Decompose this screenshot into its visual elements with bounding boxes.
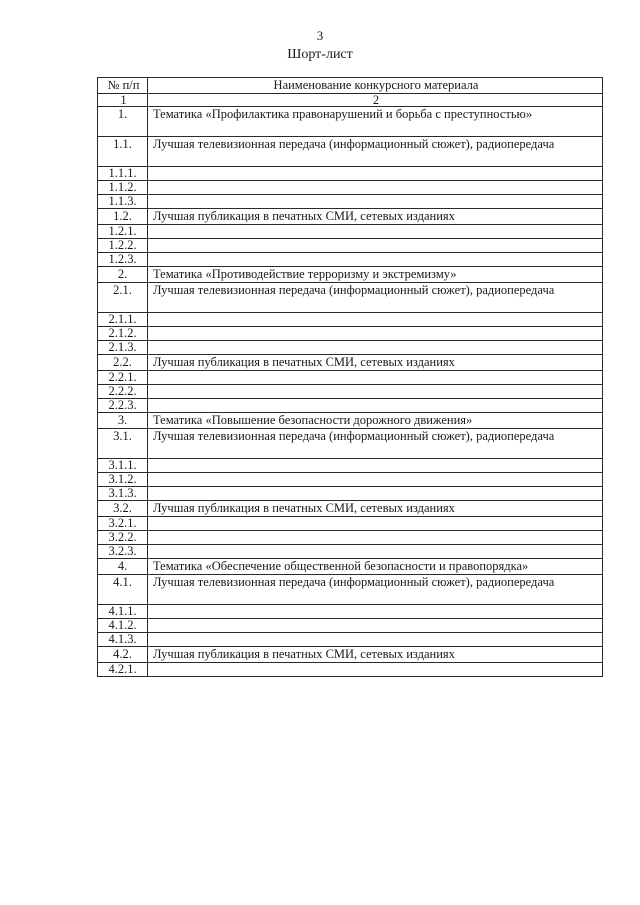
table-row (98, 313, 603, 327)
header-row (98, 78, 603, 94)
row-number: 3.2.1. (98, 517, 148, 531)
row-number: 2.2.2. (98, 385, 148, 399)
table-row (98, 633, 603, 647)
row-material-name-empty (148, 225, 603, 239)
table-row (98, 137, 603, 167)
header-number: № п/п (98, 78, 148, 94)
table-row (98, 429, 603, 459)
row-material-name-empty (148, 663, 603, 677)
row-material-name-empty (148, 633, 603, 647)
row-number: 4.1.1. (98, 605, 148, 619)
row-material-name-empty (148, 313, 603, 327)
row-number: 3.1.3. (98, 487, 148, 501)
row-number: 3.2. (98, 501, 148, 517)
row-material-name-empty (148, 371, 603, 385)
table-row (98, 545, 603, 559)
row-material-name: Лучшая публикация в печатных СМИ, сетевых изданиях (148, 501, 603, 517)
table-row (98, 167, 603, 181)
table-row (98, 371, 603, 385)
row-material-name-empty (148, 619, 603, 633)
row-material-name: Лучшая публикация в печатных СМИ, сетевых изданиях (148, 647, 603, 663)
row-material-name: Лучшая публикация в печатных СМИ, сетевых изданиях (148, 355, 603, 371)
row-material-name-empty (148, 195, 603, 209)
row-number: 4.1.3. (98, 633, 148, 647)
row-number: 4.2. (98, 647, 148, 663)
row-number: 2.1.3. (98, 341, 148, 355)
row-material-name-empty (148, 399, 603, 413)
row-material-name-empty (148, 327, 603, 341)
row-material-name: Тематика «Противодействие терроризму и экстремизму» (148, 267, 603, 283)
row-number: 4.2.1. (98, 663, 148, 677)
row-number: 3. (98, 413, 148, 429)
column-index-2: 2 (148, 94, 603, 107)
row-material-name-empty (148, 239, 603, 253)
table-row (98, 473, 603, 487)
table-row (98, 225, 603, 239)
table-row (98, 559, 603, 575)
table-row (98, 399, 603, 413)
table-row (98, 501, 603, 517)
row-number: 2.2. (98, 355, 148, 371)
row-material-name-empty (148, 531, 603, 545)
table-row (98, 413, 603, 429)
table-row (98, 341, 603, 355)
table-row (98, 253, 603, 267)
row-material-name-empty (148, 253, 603, 267)
row-material-name-empty (148, 167, 603, 181)
row-number: 1.1.1. (98, 167, 148, 181)
row-material-name: Лучшая публикация в печатных СМИ, сетевых изданиях (148, 209, 603, 225)
table-row (98, 531, 603, 545)
row-material-name: Тематика «Повышение безопасности дорожного движения» (148, 413, 603, 429)
row-number: 4.1. (98, 575, 148, 605)
table-row (98, 181, 603, 195)
column-index-1: 1 (98, 94, 148, 107)
row-material-name-empty (148, 517, 603, 531)
row-number: 4.1.2. (98, 619, 148, 633)
row-number: 4. (98, 559, 148, 575)
row-material-name-empty (148, 459, 603, 473)
table-row (98, 239, 603, 253)
table-row (98, 619, 603, 633)
row-number: 3.2.3. (98, 545, 148, 559)
row-number: 1.1.3. (98, 195, 148, 209)
row-number: 1.2.3. (98, 253, 148, 267)
table-row (98, 517, 603, 531)
row-number: 1.1. (98, 137, 148, 167)
row-material-name: Лучшая телевизионная передача (информационный сюжет), радиопередача (148, 575, 603, 605)
document-title: Шорт-лист (287, 47, 353, 62)
row-number: 1.2. (98, 209, 148, 225)
row-number: 1.1.2. (98, 181, 148, 195)
table-row (98, 663, 603, 677)
row-material-name-empty (148, 341, 603, 355)
row-material-name-empty (148, 385, 603, 399)
table-row (98, 283, 603, 313)
row-number: 1.2.2. (98, 239, 148, 253)
table-row (98, 327, 603, 341)
table-row (98, 605, 603, 619)
table-row (98, 459, 603, 473)
shortlist-table (97, 77, 603, 677)
header-material-name: Наименование конкурсного материала (148, 78, 603, 94)
table-row (98, 355, 603, 371)
row-number: 3.1. (98, 429, 148, 459)
row-material-name: Лучшая телевизионная передача (информационный сюжет), радиопередача (148, 283, 603, 313)
row-material-name-empty (148, 605, 603, 619)
table-row (98, 647, 603, 663)
table-row (98, 107, 603, 137)
row-material-name-empty (148, 545, 603, 559)
row-number: 2.1. (98, 283, 148, 313)
table-row (98, 195, 603, 209)
row-material-name: Лучшая телевизионная передача (информационный сюжет), радиопередача (148, 137, 603, 167)
row-number: 2. (98, 267, 148, 283)
row-material-name: Тематика «Обеспечение общественной безопасности и правопорядка» (148, 559, 603, 575)
row-number: 3.1.2. (98, 473, 148, 487)
column-index-row (98, 94, 603, 107)
row-number: 1. (98, 107, 148, 137)
table-body (98, 107, 603, 677)
row-number: 2.2.1. (98, 371, 148, 385)
row-material-name-empty (148, 487, 603, 501)
table-row (98, 385, 603, 399)
row-number: 3.1.1. (98, 459, 148, 473)
page-number: 3 (316, 28, 324, 43)
row-material-name: Тематика «Профилактика правонарушений и борьба с преступностью» (148, 107, 603, 137)
table-row (98, 487, 603, 501)
row-material-name-empty (148, 473, 603, 487)
row-number: 1.2.1. (98, 225, 148, 239)
row-number: 3.2.2. (98, 531, 148, 545)
row-number: 2.1.1. (98, 313, 148, 327)
table-header (98, 78, 603, 107)
row-number: 2.1.2. (98, 327, 148, 341)
row-material-name-empty (148, 181, 603, 195)
table-row (98, 267, 603, 283)
table-row (98, 209, 603, 225)
table-row (98, 575, 603, 605)
row-material-name: Лучшая телевизионная передача (информационный сюжет), радиопередача (148, 429, 603, 459)
row-number: 2.2.3. (98, 399, 148, 413)
